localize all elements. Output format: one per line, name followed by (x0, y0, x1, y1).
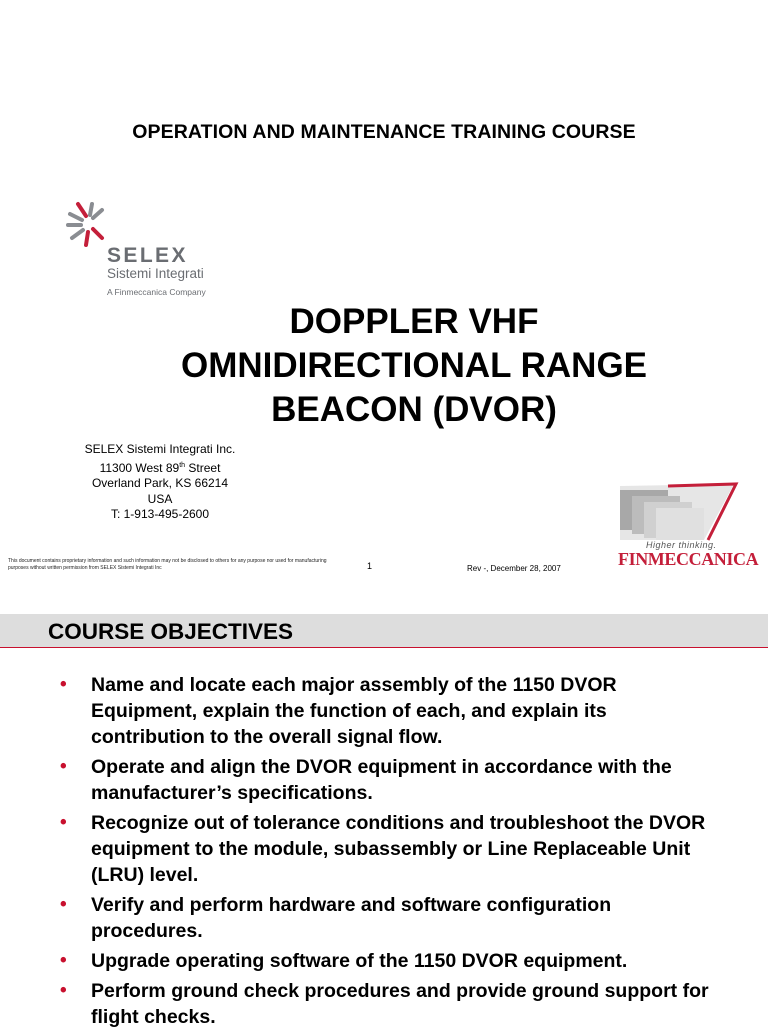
list-item (60, 892, 710, 944)
list-item (60, 948, 710, 974)
slide-title (0, 300, 768, 432)
list-item (60, 810, 710, 888)
course-title: OPERATION AND MAINTENANCE TRAINING COURSE (132, 121, 636, 143)
objectives-slide (0, 614, 768, 1028)
proprietary-notice: This document contains proprietary information and such information may not be disclosed to others for any purpose nor used for manufacturing purposes without written permission from SELEX Sistemi Integrati Inc (8, 558, 327, 571)
address-country: USA (147, 491, 173, 506)
selex-logo (64, 200, 214, 300)
objective-text: Perform ground check procedures and provide ground support for flight checks. (91, 980, 709, 1028)
address-street: 11300 West 89th Street (99, 460, 221, 475)
address-phone: T: 1-913-495-2600 (110, 507, 210, 521)
list-item (60, 754, 710, 806)
selex-tagline: A Finmeccanica Company (107, 287, 206, 297)
slide-header-bar (0, 614, 768, 648)
objective-text: Verify and perform hardware and software configuration procedures. (91, 894, 612, 942)
selex-subtitle: Sistemi Integrati (107, 266, 204, 281)
page-number: 1 (367, 561, 373, 571)
revision-date: Rev -, December 28, 2007 (467, 564, 561, 573)
selex-brand: SELEX (107, 244, 188, 267)
title-line: DOPPLER VHF (289, 302, 539, 341)
company-address (60, 442, 260, 523)
objective-text: Recognize out of tolerance conditions and troubleshoot the DVOR equipment to the module, subassembly or Line Replaceable Unit (LRU) level. (91, 812, 706, 886)
finmeccanica-name: FINMECCANICA (618, 549, 759, 569)
bullet-icon: • (60, 812, 67, 833)
title-line: OMNIDIRECTIONAL RANGE (180, 346, 648, 385)
title-line: BEACON (DVOR) (271, 390, 557, 429)
finmeccanica-tagline: Higher thinking. (646, 540, 717, 550)
bullet-icon: • (60, 894, 67, 915)
bullet-icon: • (60, 756, 67, 777)
bullet-icon: • (60, 674, 67, 695)
address-city: Overland Park, KS 66214 (91, 476, 229, 490)
objective-text: Name and locate each major assembly of the 1150 DVOR Equipment, explain the function of each, and explain its contribution to the overall signal flow. (91, 674, 617, 748)
bullet-icon: • (60, 980, 67, 1001)
list-item (60, 672, 710, 750)
list-item (60, 978, 710, 1030)
slide-heading: COURSE OBJECTIVES (48, 619, 294, 644)
objective-text: Upgrade operating software of the 1150 DVOR equipment. (91, 950, 628, 972)
objective-text: Operate and align the DVOR equipment in accordance with the manufacturer’s specifications. (91, 756, 672, 804)
bullet-icon: • (60, 950, 67, 971)
objectives-list (60, 672, 710, 1034)
address-company: SELEX Sistemi Integrati Inc. (84, 442, 236, 456)
